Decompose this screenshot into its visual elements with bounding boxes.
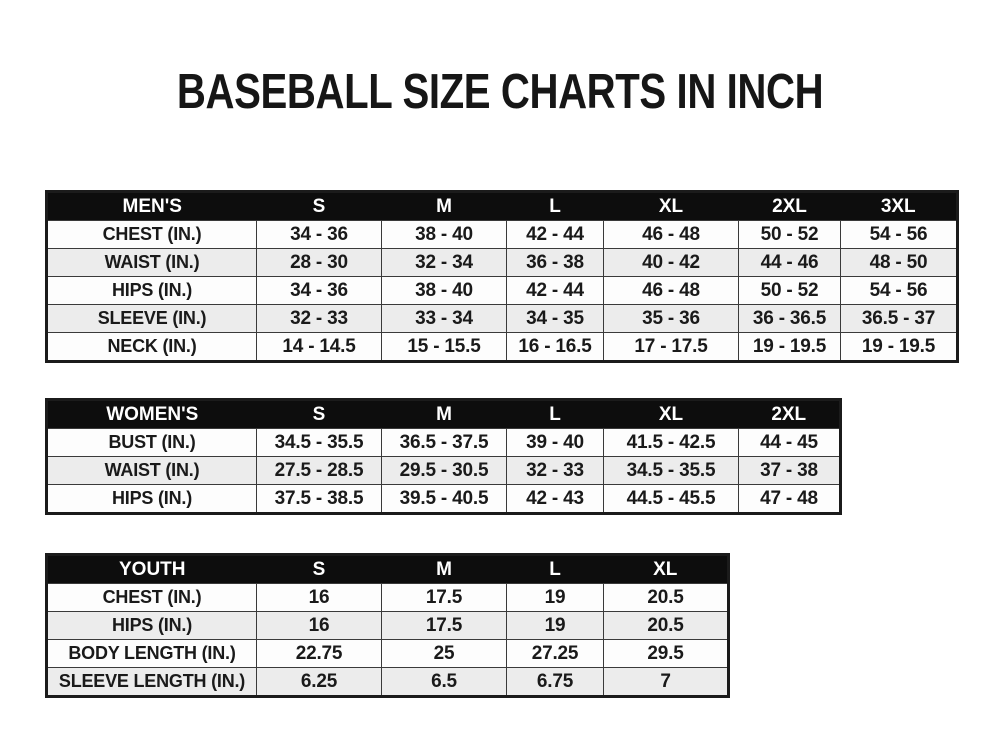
size-value: 33 - 34 [382,305,507,333]
size-value: 36.5 - 37.5 [382,429,507,457]
size-value: 54 - 56 [841,277,958,305]
measurement-label: NECK (IN.) [47,333,257,362]
measurement-row [47,640,729,668]
size-value: 19 - 19.5 [739,333,841,362]
size-value: 54 - 56 [841,221,958,249]
measurement-row [47,612,729,640]
size-value: 16 [257,612,382,640]
measurement-row [47,277,958,305]
size-value: 36 - 36.5 [739,305,841,333]
measurement-label: HIPS (IN.) [47,277,257,305]
size-value: 17 - 17.5 [604,333,739,362]
measurement-row [47,584,729,612]
size-column-header: 3XL [841,192,958,221]
size-value: 36.5 - 37 [841,305,958,333]
measurement-row [47,249,958,277]
size-value: 39.5 - 40.5 [382,485,507,514]
size-value: 34 - 36 [257,221,382,249]
size-column-header: 2XL [739,192,841,221]
womens-table-header [47,400,841,429]
womens-size-table [45,398,842,515]
size-column-header: L [507,192,604,221]
size-value: 34 - 36 [257,277,382,305]
size-column-header: XL [604,400,739,429]
size-value: 15 - 15.5 [382,333,507,362]
size-value: 38 - 40 [382,221,507,249]
size-value: 19 [507,584,604,612]
page-title-text: BASEBALL SIZE CHARTS IN INCH [176,65,824,119]
size-value: 20.5 [604,612,729,640]
size-value: 6.25 [257,668,382,697]
size-value: 44 - 46 [739,249,841,277]
size-value: 6.75 [507,668,604,697]
size-value: 17.5 [382,612,507,640]
womens-table-title: WOMEN'S [47,400,257,429]
mens-table-header [47,192,958,221]
size-value: 17.5 [382,584,507,612]
size-value: 34.5 - 35.5 [257,429,382,457]
measurement-label: HIPS (IN.) [47,485,257,514]
size-value: 48 - 50 [841,249,958,277]
youth-table-header [47,555,729,584]
size-column-header: 2XL [739,400,841,429]
size-value: 22.75 [257,640,382,668]
youth-header-row [47,555,729,584]
womens-header-row [47,400,841,429]
measurement-row [47,457,841,485]
measurement-row [47,221,958,249]
page-title [0,64,1000,120]
size-value: 16 [257,584,382,612]
size-value: 29.5 - 30.5 [382,457,507,485]
size-value: 50 - 52 [739,277,841,305]
size-value: 35 - 36 [604,305,739,333]
size-column-header: M [382,555,507,584]
size-value: 32 - 34 [382,249,507,277]
size-value: 32 - 33 [257,305,382,333]
size-value: 36 - 38 [507,249,604,277]
size-column-header: S [257,192,382,221]
size-value: 37.5 - 38.5 [257,485,382,514]
size-value: 32 - 33 [507,457,604,485]
size-value: 40 - 42 [604,249,739,277]
size-value: 38 - 40 [382,277,507,305]
size-value: 44.5 - 45.5 [604,485,739,514]
size-value: 29.5 [604,640,729,668]
size-value: 19 - 19.5 [841,333,958,362]
size-value: 20.5 [604,584,729,612]
measurement-label: WAIST (IN.) [47,457,257,485]
size-value: 46 - 48 [604,221,739,249]
size-value: 44 - 45 [739,429,841,457]
size-value: 46 - 48 [604,277,739,305]
size-column-header: M [382,400,507,429]
size-value: 47 - 48 [739,485,841,514]
youth-table-body [47,584,729,697]
size-value: 42 - 44 [507,277,604,305]
measurement-label: BUST (IN.) [47,429,257,457]
size-value: 42 - 43 [507,485,604,514]
measurement-row [47,485,841,514]
size-column-header: XL [604,555,729,584]
measurement-row [47,429,841,457]
size-column-header: XL [604,192,739,221]
youth-size-table [45,553,730,698]
youth-table-title: YOUTH [47,555,257,584]
size-value: 25 [382,640,507,668]
mens-table-title: MEN'S [47,192,257,221]
size-value: 16 - 16.5 [507,333,604,362]
measurement-label: CHEST (IN.) [47,221,257,249]
mens-header-row [47,192,958,221]
size-value: 27.5 - 28.5 [257,457,382,485]
size-value: 6.5 [382,668,507,697]
size-value: 7 [604,668,729,697]
size-value: 28 - 30 [257,249,382,277]
measurement-row [47,668,729,697]
size-value: 41.5 - 42.5 [604,429,739,457]
size-value: 34.5 - 35.5 [604,457,739,485]
size-value: 50 - 52 [739,221,841,249]
size-value: 14 - 14.5 [257,333,382,362]
size-value: 34 - 35 [507,305,604,333]
size-column-header: L [507,555,604,584]
size-value: 37 - 38 [739,457,841,485]
size-column-header: L [507,400,604,429]
size-value: 19 [507,612,604,640]
measurement-label: WAIST (IN.) [47,249,257,277]
mens-size-table [45,190,959,363]
size-column-header: S [257,555,382,584]
size-column-header: M [382,192,507,221]
womens-table-body [47,429,841,514]
size-value: 27.25 [507,640,604,668]
mens-table-body [47,221,958,362]
size-value: 39 - 40 [507,429,604,457]
size-value: 42 - 44 [507,221,604,249]
measurement-label: HIPS (IN.) [47,612,257,640]
size-column-header: S [257,400,382,429]
measurement-label: SLEEVE (IN.) [47,305,257,333]
measurement-label: CHEST (IN.) [47,584,257,612]
measurement-row [47,333,958,362]
measurement-label: BODY LENGTH (IN.) [47,640,257,668]
measurement-row [47,305,958,333]
measurement-label: SLEEVE LENGTH (IN.) [47,668,257,697]
